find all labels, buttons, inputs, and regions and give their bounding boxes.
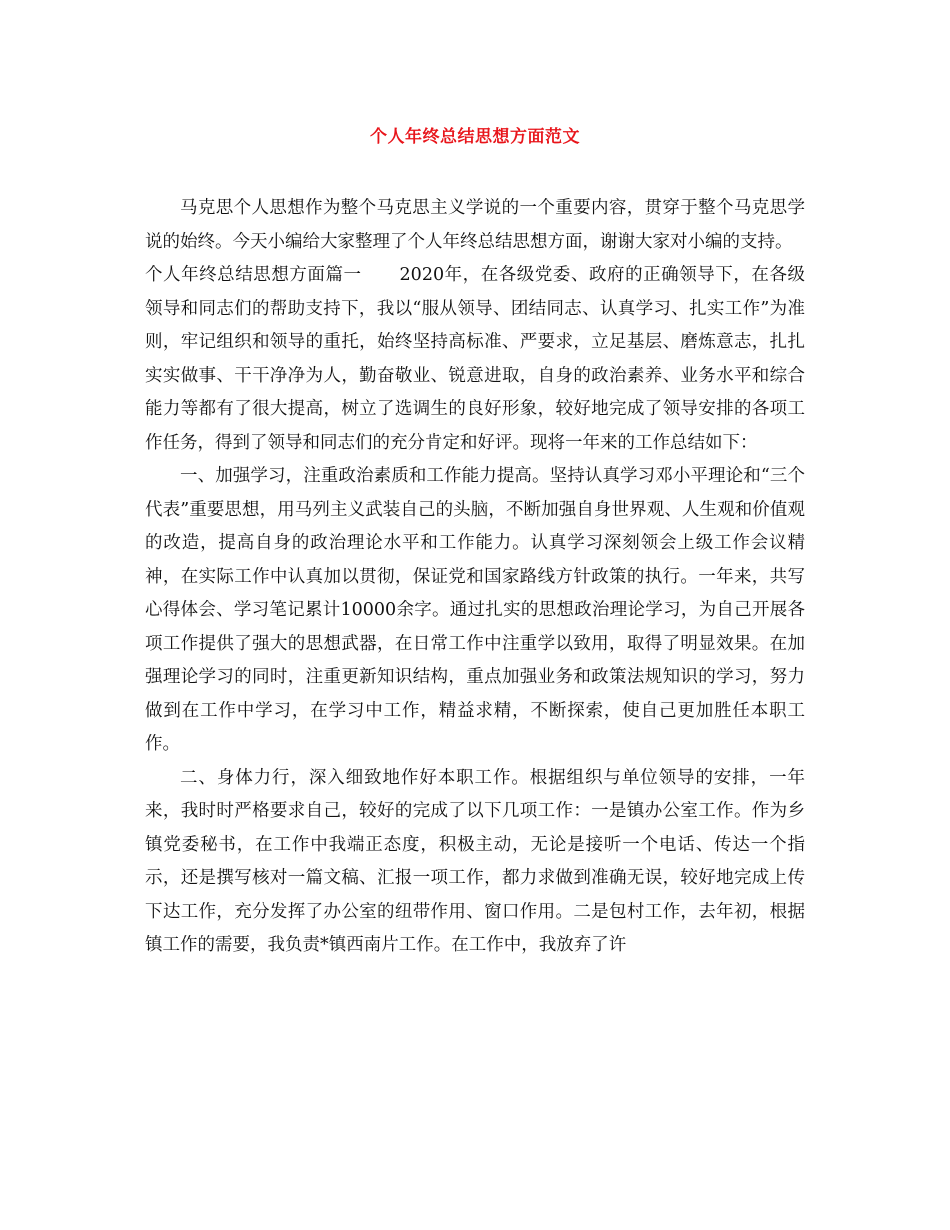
document-body xyxy=(145,192,805,963)
section-paragraph xyxy=(145,259,805,460)
section-lead-text: 2020年，在各级党委、政府的正确领导下，在各级领导和同志们的帮助支持下，我以“服从领导、团结同志、认真学习、扎实工作”为准则，牢记组织和领导的重托，始终坚持高标准、严要求，立足基层、磨炼意志，扎扎实实做事、干干净净为人，勤奋敬业、锐意进取，自身的政治素养、业务水平和综合能力等都有了很大提高，树立了选调生的良好形象，较好地完成了领导安排的各项工作任务，得到了领导和同志们的充分肯定和好评。现将一年来的工作总结如下： xyxy=(145,265,805,453)
section-heading: 个人年终总结思想方面篇一 xyxy=(145,265,362,285)
study-paragraph: 一、加强学习，注重政治素质和工作能力提高。坚持认真学习邓小平理论和“三个代表”重要思想，用马列主义武装自己的头脑，不断加强自身世界观、人生观和价值观的改造，提高自身的政治理论水平和工作能力。认真学习深刻领会上级工作会议精神，在实际工作中认真加以贯彻，保证党和国家路线方针政策的执行。一年来，共写心得体会、学习笔记累计10000余字。通过扎实的思想政治理论学习，为自己开展各项工作提供了强大的思想武器，在日常工作中注重学以致用，取得了明显效果。在加强理论学习的同时，注重更新知识结构，重点加强业务和政策法规知识的学习，努力做到在工作中学习，在学习中工作，精益求精，不断探索，使自己更加胜任本职工作。 xyxy=(145,466,805,754)
document-title: 个人年终总结思想方面范文 xyxy=(370,127,580,147)
work-paragraph: 二、身体力行，深入细致地作好本职工作。根据组织与单位领导的安排，一年来，我时时严格要求自己，较好的完成了以下几项工作：一是镇办公室工作。作为乡镇党委秘书，在工作中我端正态度，积极主动，无论是接听一个电话、传达一个指示，还是撰写核对一篇文稿、汇报一项工作，都力求做到准确无误，较好地完成上传下达工作，充分发挥了办公室的纽带作用、窗口作用。二是包村工作，去年初，根据镇工作的需要，我负责*镇西南片工作。在工作中，我放弃了许 xyxy=(145,767,805,955)
intro-paragraph: 马克思个人思想作为整个马克思主义学说的一个重要内容，贯穿于整个马克思学说的始终。今天小编给大家整理了个人年终总结思想方面，谢谢大家对小编的支持。 xyxy=(145,198,805,252)
